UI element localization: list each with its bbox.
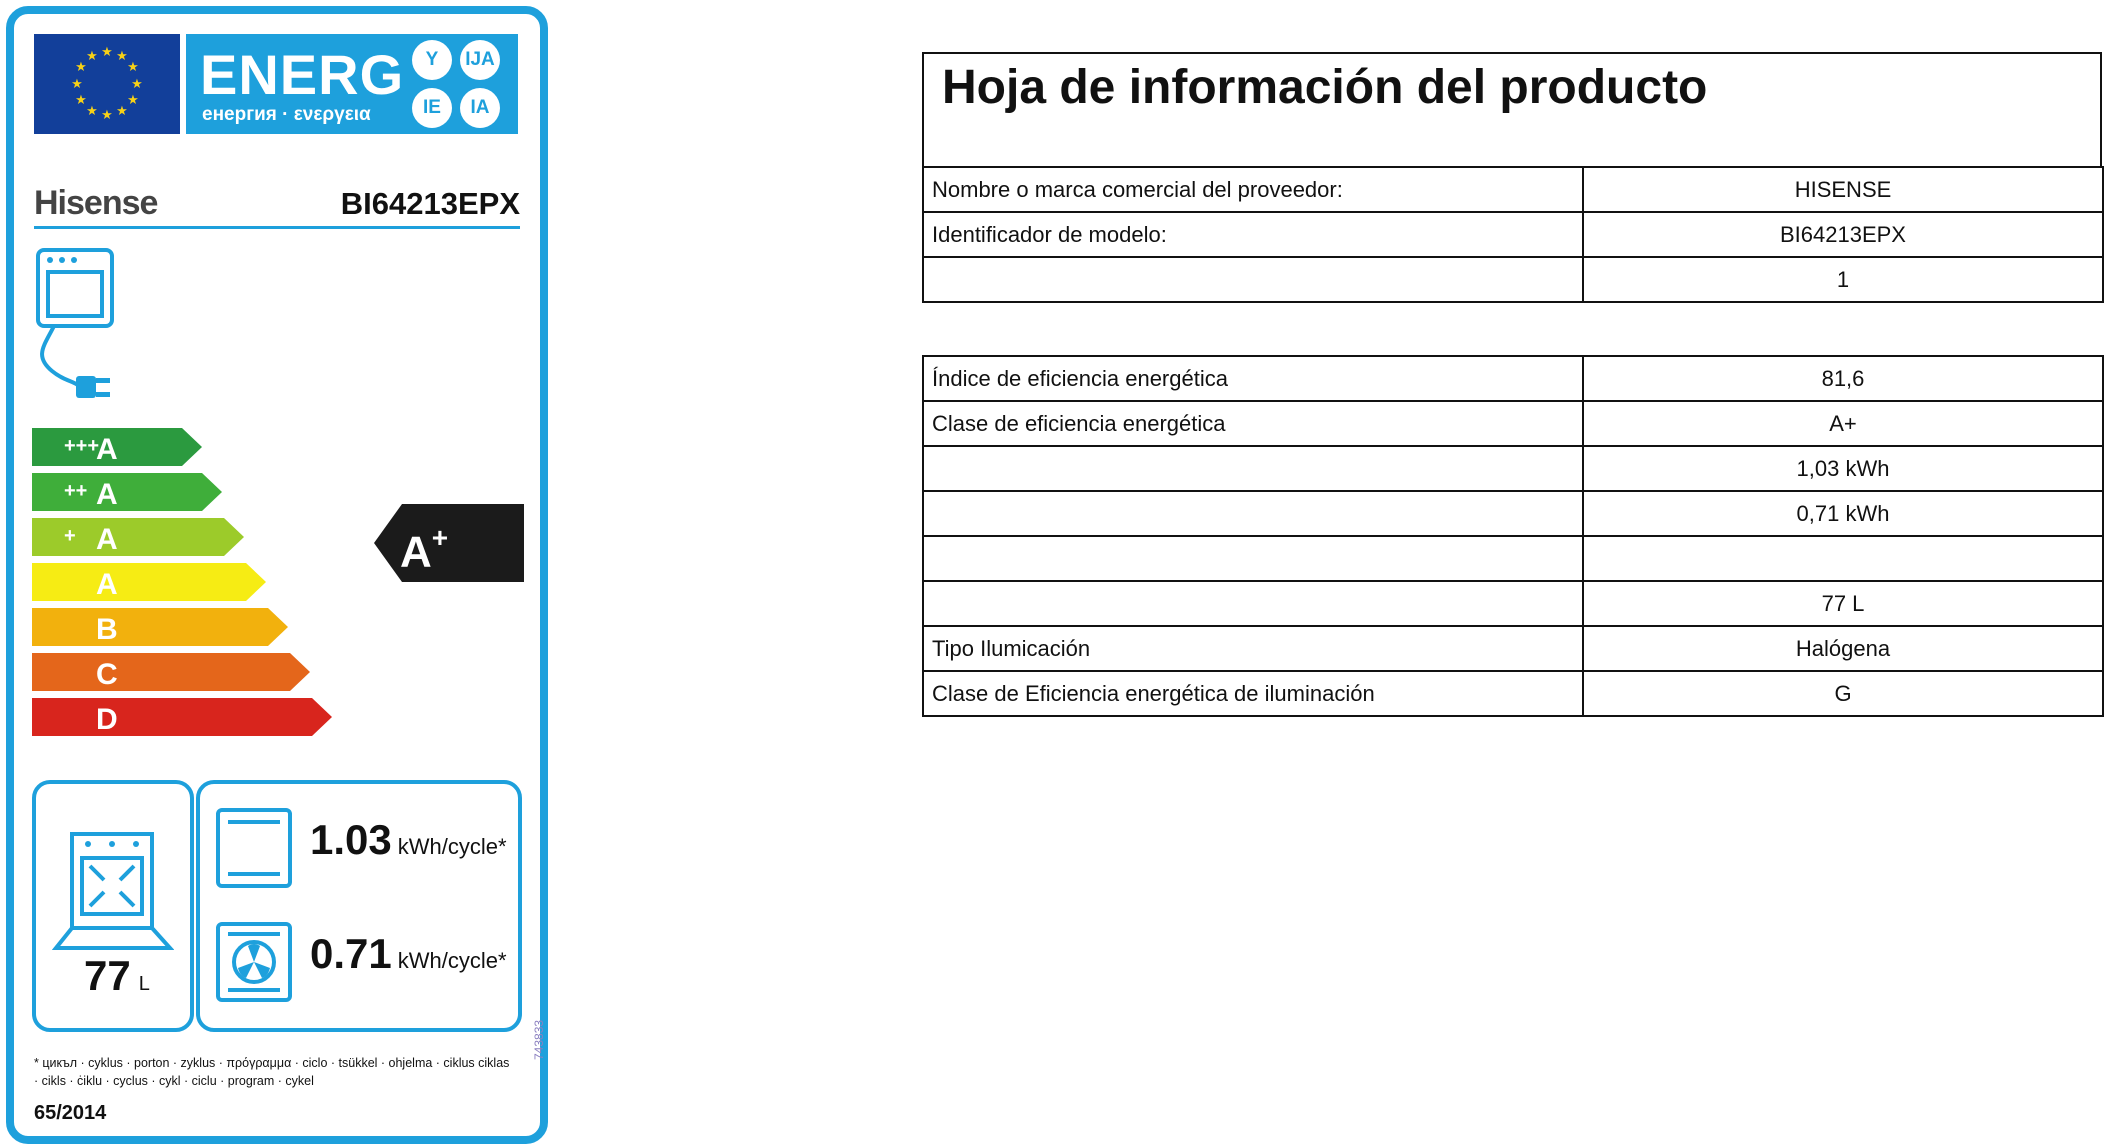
rating-letter: A	[400, 527, 432, 577]
row-label: Tipo Ilumicación	[923, 626, 1583, 671]
language-code: IJA	[460, 40, 500, 80]
consumption-unit: kWh/cycle*	[397, 834, 507, 859]
efficiency-class-bar	[32, 698, 332, 736]
row-label: Identificador de modelo:	[923, 212, 1583, 257]
energy-banner	[186, 34, 518, 134]
model-id: BI64213EPX	[340, 186, 520, 221]
row-value: 81,6	[1583, 356, 2103, 401]
language-code: IE	[412, 88, 452, 128]
efficiency-class-bar	[32, 473, 222, 511]
row-label	[923, 536, 1583, 581]
svg-text:★: ★	[116, 49, 128, 64]
row-value: 0,71 kWh	[1583, 491, 2103, 536]
svg-text:★: ★	[75, 93, 87, 108]
conventional-oven-icon	[214, 808, 294, 888]
row-label: Clase de eficiencia energética	[923, 401, 1583, 446]
energy-label	[6, 6, 548, 1144]
row-label	[923, 491, 1583, 536]
volume-unit: L	[138, 973, 150, 995]
svg-text:★: ★	[86, 49, 98, 64]
efficiency-class-bar	[32, 653, 310, 691]
fan-oven-icon	[214, 922, 294, 1002]
svg-text:★: ★	[75, 60, 87, 75]
efficiency-table	[922, 355, 2104, 717]
row-value	[1583, 536, 2103, 581]
row-label: Nombre o marca comercial del proveedor:	[923, 167, 1583, 212]
svg-text:★: ★	[101, 45, 113, 60]
class-plus: ++	[64, 480, 88, 502]
row-label	[923, 446, 1583, 491]
row-label	[923, 257, 1583, 302]
divider	[34, 226, 520, 229]
language-code: IA	[460, 88, 500, 128]
efficiency-class-bar	[32, 563, 266, 601]
class-plus: +	[64, 525, 76, 547]
class-letter: C	[96, 658, 118, 691]
class-letter: A	[96, 568, 118, 601]
table-row	[923, 626, 2103, 671]
consumption-panel	[196, 780, 522, 1032]
table-row	[923, 446, 2103, 491]
brand-name: Hisense	[34, 184, 158, 222]
row-value: Halógena	[1583, 626, 2103, 671]
row-value: 1	[1583, 257, 2103, 302]
table-row	[923, 581, 2103, 626]
rating-arrow	[374, 504, 524, 582]
eu-flag	[34, 34, 180, 134]
consumption-fan	[214, 922, 514, 1002]
table-row	[923, 536, 2103, 581]
table-row	[923, 491, 2103, 536]
consumption-fan-value: 0.71	[310, 930, 392, 977]
eu-stars-icon	[34, 34, 180, 134]
row-label: Clase de Eficiencia energética de iluminación	[923, 671, 1583, 716]
volume-panel	[32, 780, 194, 1032]
class-letter: D	[96, 703, 118, 736]
table-row	[923, 401, 2103, 446]
energy-banner-subtitle: енергия · ενεργεια	[202, 104, 371, 125]
volume-value: 77	[84, 952, 131, 999]
consumption-conventional-value: 1.03	[310, 816, 392, 863]
cycle-footnote: * цикъл · cyklus · porton · zyklus · πρόγραμμα · ciclo · tsükkel · ohjelma · ciklus ciklas · cikls · ċiklu · cyclus · cykl · ciclu · program · cykel	[34, 1056, 510, 1088]
svg-text:★: ★	[127, 60, 139, 75]
class-plus: +++	[64, 435, 100, 457]
electric-oven-plug-icon	[34, 246, 124, 416]
rating-plus: +	[431, 522, 449, 553]
product-sheet-header	[922, 52, 2102, 166]
supplier-table	[922, 166, 2104, 303]
table-row	[923, 167, 2103, 212]
svg-text:★: ★	[127, 93, 139, 108]
regulation-number: 65/2014	[34, 1102, 107, 1124]
class-letter: A	[96, 433, 118, 466]
svg-text:★: ★	[131, 77, 143, 92]
class-letter: A	[96, 523, 118, 556]
oven-cavity-icon	[52, 830, 174, 950]
table-row	[923, 671, 2103, 716]
class-letter: A	[96, 478, 118, 511]
table-row	[923, 356, 2103, 401]
efficiency-class-bar	[32, 428, 202, 466]
row-value: BI64213EPX	[1583, 212, 2103, 257]
row-value: G	[1583, 671, 2103, 716]
svg-text:★: ★	[71, 77, 83, 92]
svg-text:★: ★	[101, 108, 113, 123]
table-row	[923, 257, 2103, 302]
language-code: Y	[412, 40, 452, 80]
consumption-unit: kWh/cycle*	[397, 948, 507, 973]
row-value: HISENSE	[1583, 167, 2103, 212]
efficiency-class-bar	[32, 518, 244, 556]
row-value: 1,03 kWh	[1583, 446, 2103, 491]
svg-text:★: ★	[116, 104, 128, 119]
row-value: 77 L	[1583, 581, 2103, 626]
consumption-conventional	[214, 808, 514, 888]
label-serial: 743833	[532, 1019, 546, 1060]
product-sheet-title: Hoja de información del producto	[942, 61, 1708, 114]
class-letter: B	[96, 613, 118, 646]
svg-text:★: ★	[86, 104, 98, 119]
table-row	[923, 212, 2103, 257]
efficiency-class-bar	[32, 608, 288, 646]
energy-banner-title: ENERG	[200, 43, 405, 106]
row-value: A+	[1583, 401, 2103, 446]
row-label: Índice de eficiencia energética	[923, 356, 1583, 401]
row-label	[923, 581, 1583, 626]
